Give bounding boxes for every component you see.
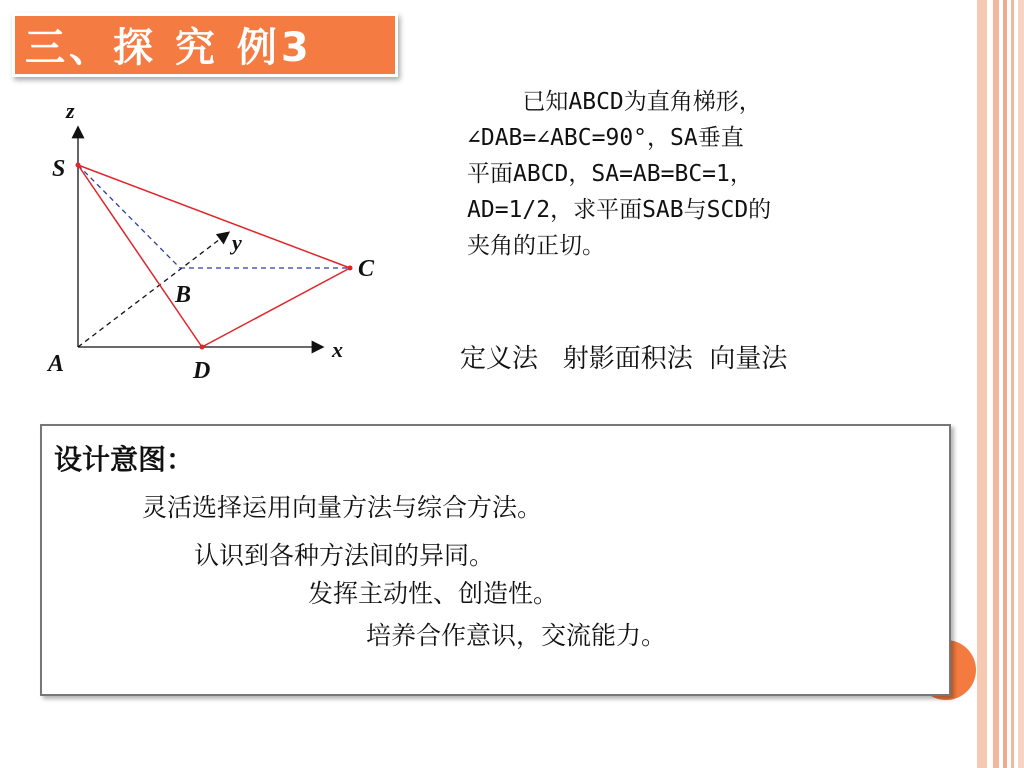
decor-stripe <box>977 0 987 768</box>
design-intent-box <box>40 424 951 696</box>
point-D <box>200 345 205 350</box>
solution-methods: 定义法 射影面积法 向量法 <box>460 344 788 374</box>
problem-line: 平面ABCD，SA=AB=BC=1， <box>467 161 753 187</box>
design-intent-line: 灵活选择运用向量方法与综合方法。 <box>142 493 543 522</box>
design-intent-line: 发挥主动性、创造性。 <box>308 579 559 608</box>
point-S <box>76 163 81 168</box>
problem-statement <box>467 84 907 264</box>
geometry-figure <box>0 90 400 390</box>
point-label-S: S <box>52 156 66 182</box>
problem-line: 夹角的正切。 <box>467 233 605 259</box>
axis-label-z: z <box>66 98 75 123</box>
design-intent-line: 认识到各种方法间的异同。 <box>194 541 495 570</box>
design-intent-heading: 设计意图： <box>54 443 195 476</box>
problem-line: AD=1/2，求平面SAB与SCD的 <box>467 197 772 223</box>
decor-stripe <box>1003 0 1007 768</box>
edge-SC <box>78 165 350 268</box>
axis-label-x: x <box>332 337 343 362</box>
y-axis <box>78 233 228 347</box>
edge-SD <box>78 165 202 347</box>
slide-title: 三、探 究 例3 <box>12 13 398 77</box>
decor-stripe <box>1018 0 1024 768</box>
decor-stripe <box>993 0 999 768</box>
decor-stripe <box>1011 0 1014 768</box>
point-label-B: B <box>175 282 192 308</box>
problem-line: ∠DAB=∠ABC=90°，SA垂直 <box>467 125 744 151</box>
design-intent-line: 培养合作意识，交流能力。 <box>366 621 667 650</box>
axis-label-y: y <box>232 230 242 255</box>
point-label-C: C <box>358 256 375 282</box>
point-C <box>348 266 353 271</box>
problem-line: 已知ABCD为直角梯形， <box>467 89 762 115</box>
point-label-D: D <box>193 358 211 384</box>
edge-DC <box>202 268 350 347</box>
edge-SB <box>78 165 180 268</box>
point-label-A: A <box>48 351 65 377</box>
